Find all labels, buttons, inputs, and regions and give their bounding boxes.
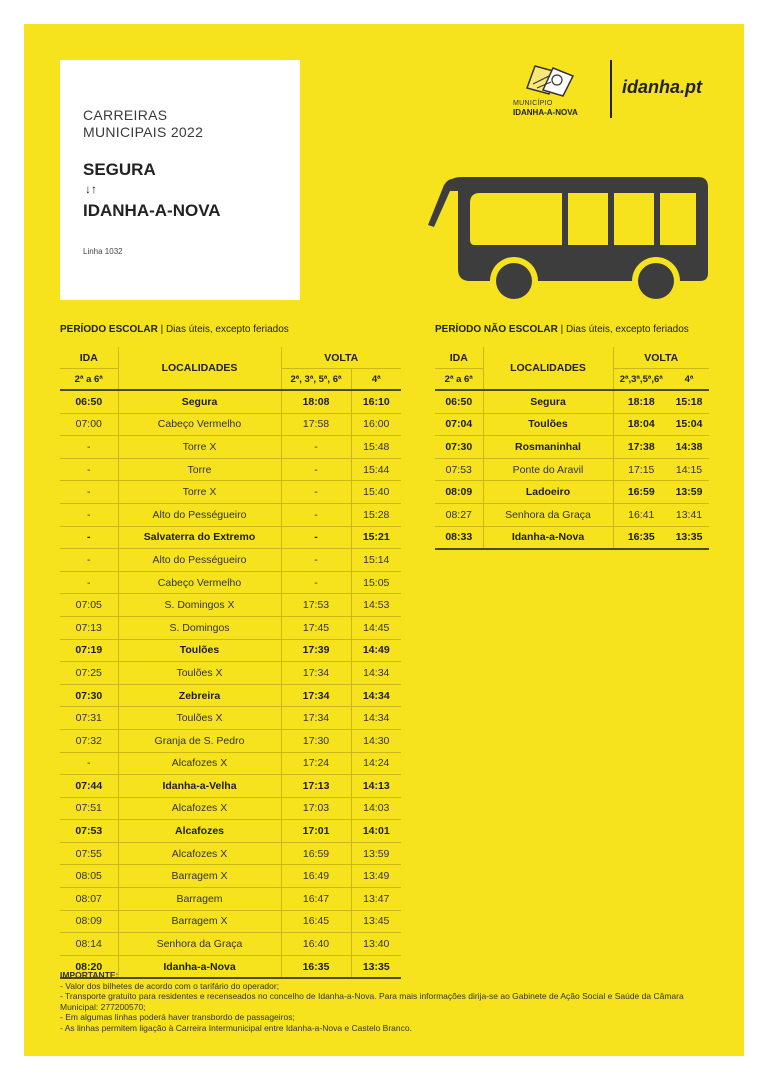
volta-wed-time-cell: 14:13 — [351, 775, 401, 798]
table-row — [60, 729, 401, 752]
volta-time-cell: 16:49 — [281, 865, 351, 888]
ida-time-cell: 06:50 — [435, 390, 483, 413]
volta-wed-time-cell: 16:10 — [351, 390, 401, 413]
note-line: - Transporte gratuito para residentes e recenseados no concelho de Idanha-a-Nova. Para mais informações dirija-se ao Gabinete de Ação Social e Saúde da Câmara Municipal: 277200570; — [60, 991, 684, 1012]
volta-wed-time-cell: 16:00 — [351, 413, 401, 436]
locality-cell: Idanha-a-Nova — [483, 526, 613, 549]
ida-time-cell: 07:19 — [60, 639, 118, 662]
ida-time-cell: - — [60, 436, 118, 459]
volta-time-cell: 17:34 — [281, 684, 351, 707]
locality-cell: Barragem X — [118, 865, 281, 888]
table-row — [435, 481, 709, 504]
table-row — [435, 390, 709, 413]
volta-wed-time-cell: 13:41 — [669, 503, 709, 526]
volta-time-cell: 18:04 — [613, 413, 669, 436]
ida-time-cell: 07:55 — [60, 842, 118, 865]
ida-time-cell: 08:09 — [60, 910, 118, 933]
notes-title: IMPORTANTE: — [60, 970, 119, 980]
locality-cell: Barragem — [118, 888, 281, 911]
volta-wed-time-cell: 15:28 — [351, 503, 401, 526]
volta-wed-time-cell: 15:44 — [351, 458, 401, 481]
volta-wed-time-cell: 14:30 — [351, 729, 401, 752]
table-row — [60, 390, 401, 413]
col-volta-days2: 4ª — [351, 369, 401, 391]
volta-time-cell: - — [281, 481, 351, 504]
ida-time-cell: 08:27 — [435, 503, 483, 526]
ida-time-cell: 08:05 — [60, 865, 118, 888]
locality-cell: Segura — [483, 390, 613, 413]
ida-time-cell: 07:51 — [60, 797, 118, 820]
ida-time-cell: 07:05 — [60, 594, 118, 617]
volta-wed-time-cell: 14:34 — [351, 684, 401, 707]
volta-time-cell: 16:41 — [613, 503, 669, 526]
table-row — [435, 436, 709, 459]
locality-cell: S. Domingos — [118, 616, 281, 639]
volta-time-cell: 17:53 — [281, 594, 351, 617]
volta-wed-time-cell: 15:14 — [351, 549, 401, 572]
locality-cell: Torre X — [118, 436, 281, 459]
volta-time-cell: 18:18 — [613, 390, 669, 413]
volta-wed-time-cell: 14:38 — [669, 436, 709, 459]
volta-time-cell: 16:47 — [281, 888, 351, 911]
note-line: - Em algumas linhas poderá haver transbordo de passageiros; — [60, 1012, 295, 1022]
school-period-heading: PERÍODO ESCOLAR | Dias úteis, excepto feriados — [60, 324, 289, 335]
volta-time-cell: 16:59 — [613, 481, 669, 504]
volta-wed-time-cell: 14:15 — [669, 458, 709, 481]
volta-time-cell: 16:35 — [281, 955, 351, 978]
volta-wed-time-cell: 15:40 — [351, 481, 401, 504]
table-row — [60, 888, 401, 911]
locality-cell: Alto do Pességueiro — [118, 503, 281, 526]
volta-time-cell: 17:45 — [281, 616, 351, 639]
ida-time-cell: 07:25 — [60, 662, 118, 685]
route-arrows-icon: ↓↑ — [85, 182, 97, 196]
ida-time-cell: - — [60, 752, 118, 775]
locality-cell: Torre — [118, 458, 281, 481]
volta-wed-time-cell: 14:24 — [351, 752, 401, 775]
ida-time-cell: 07:53 — [60, 820, 118, 843]
table-row — [60, 684, 401, 707]
table-row — [60, 413, 401, 436]
ida-time-cell: 08:07 — [60, 888, 118, 911]
table-row — [60, 842, 401, 865]
volta-time-cell: - — [281, 549, 351, 572]
locality-cell: Torre X — [118, 481, 281, 504]
locality-cell: Granja de S. Pedro — [118, 729, 281, 752]
volta-time-cell: 16:35 — [613, 526, 669, 549]
locality-cell: Idanha-a-Velha — [118, 775, 281, 798]
ida-time-cell: 07:30 — [435, 436, 483, 459]
table-row — [60, 662, 401, 685]
locality-cell: Alcafozes — [118, 820, 281, 843]
logo-name: IDANHA-A-NOVA — [513, 108, 578, 117]
title-card — [60, 60, 300, 300]
locality-cell: S. Domingos X — [118, 594, 281, 617]
table-row — [60, 436, 401, 459]
volta-time-cell: 17:15 — [613, 458, 669, 481]
volta-time-cell: 16:59 — [281, 842, 351, 865]
table-row — [60, 933, 401, 956]
table-row — [435, 503, 709, 526]
ida-time-cell: 08:20 — [60, 955, 118, 978]
volta-wed-time-cell: 13:35 — [669, 526, 709, 549]
poster-background — [24, 24, 744, 1056]
locality-cell: Toulões — [118, 639, 281, 662]
locality-cell: Salvaterra do Extremo — [118, 526, 281, 549]
volta-wed-time-cell: 13:45 — [351, 910, 401, 933]
table-row — [60, 594, 401, 617]
volta-time-cell: 16:45 — [281, 910, 351, 933]
ida-time-cell: 07:44 — [60, 775, 118, 798]
locality-cell: Rosmaninhal — [483, 436, 613, 459]
table-row — [60, 549, 401, 572]
volta-time-cell: - — [281, 526, 351, 549]
ida-time-cell: 08:33 — [435, 526, 483, 549]
locality-cell: Idanha-a-Nova — [118, 955, 281, 978]
locality-cell: Senhora da Graça — [483, 503, 613, 526]
locality-cell: Alcafozes X — [118, 797, 281, 820]
volta-wed-time-cell: 13:47 — [351, 888, 401, 911]
table-row — [435, 413, 709, 436]
table-row — [60, 775, 401, 798]
locality-cell: Ladoeiro — [483, 481, 613, 504]
volta-time-cell: 17:58 — [281, 413, 351, 436]
table-row — [60, 616, 401, 639]
ida-time-cell: - — [60, 549, 118, 572]
table-row — [60, 526, 401, 549]
volta-wed-time-cell: 15:04 — [669, 413, 709, 436]
locality-cell: Toulões X — [118, 662, 281, 685]
col-volta: VOLTA — [281, 347, 401, 369]
locality-cell: Toulões X — [118, 707, 281, 730]
ida-time-cell: 08:09 — [435, 481, 483, 504]
nonschool-period-heading: PERÍODO NÃO ESCOLAR | Dias úteis, excepto feriados — [435, 324, 689, 335]
table-row — [60, 481, 401, 504]
nonschool-timetable — [435, 347, 709, 550]
volta-time-cell: 17:03 — [281, 797, 351, 820]
locality-cell: Zebreira — [118, 684, 281, 707]
volta-time-cell: 17:38 — [613, 436, 669, 459]
volta-wed-time-cell: 13:59 — [669, 481, 709, 504]
volta-time-cell: 17:39 — [281, 639, 351, 662]
volta-wed-time-cell: 14:45 — [351, 616, 401, 639]
table-row — [60, 910, 401, 933]
col-localidades: LOCALIDADES — [483, 347, 613, 390]
line-number: Linha 1032 — [83, 247, 123, 256]
locality-cell: Cabeço Vermelho — [118, 571, 281, 594]
locality-cell: Ponte do Aravil — [483, 458, 613, 481]
table-row — [60, 820, 401, 843]
ida-time-cell: 07:31 — [60, 707, 118, 730]
municipality-emblem-icon — [519, 58, 579, 98]
table-row — [60, 458, 401, 481]
col-localidades: LOCALIDADES — [118, 347, 281, 390]
volta-time-cell: 17:24 — [281, 752, 351, 775]
website-link[interactable]: idanha.pt — [622, 77, 702, 97]
volta-wed-time-cell: 13:35 — [351, 955, 401, 978]
volta-wed-time-cell: 15:05 — [351, 571, 401, 594]
ida-time-cell: - — [60, 526, 118, 549]
note-line: - As linhas permitem ligação à Carreira Intermunicipal entre Idanha-a-Nova e Castelo Branco. — [60, 1022, 412, 1033]
volta-time-cell: - — [281, 571, 351, 594]
volta-wed-time-cell: 14:01 — [351, 820, 401, 843]
col-ida: IDA — [60, 347, 118, 369]
volta-time-cell: - — [281, 503, 351, 526]
volta-time-cell: 17:34 — [281, 662, 351, 685]
table-row — [60, 707, 401, 730]
locality-cell: Cabeço Vermelho — [118, 413, 281, 436]
route-origin: SEGURA — [83, 160, 156, 179]
table-row — [60, 571, 401, 594]
table-row — [60, 752, 401, 775]
ida-time-cell: 08:14 — [60, 933, 118, 956]
logo-municipio: MUNICÍPIO — [513, 100, 553, 107]
volta-wed-time-cell: 14:49 — [351, 639, 401, 662]
locality-cell: Alcafozes X — [118, 842, 281, 865]
ida-time-cell: 07:04 — [435, 413, 483, 436]
locality-cell: Barragem X — [118, 910, 281, 933]
col-ida-days: 2ª a 6ª — [60, 369, 118, 391]
ida-time-cell: 07:53 — [435, 458, 483, 481]
volta-time-cell: 17:01 — [281, 820, 351, 843]
locality-cell: Alcafozes X — [118, 752, 281, 775]
volta-wed-time-cell: 13:49 — [351, 865, 401, 888]
locality-cell: Alto do Pességueiro — [118, 549, 281, 572]
volta-time-cell: 16:40 — [281, 933, 351, 956]
col-ida-days: 2ª a 6ª — [435, 369, 483, 391]
important-notes — [60, 970, 720, 1033]
col-ida: IDA — [435, 347, 483, 369]
table-row — [60, 797, 401, 820]
col-volta: VOLTA — [613, 347, 709, 369]
note-line: - Valor dos bilhetes de acordo com o tarifário do operador; — [60, 980, 280, 991]
ida-time-cell: - — [60, 571, 118, 594]
ida-time-cell: - — [60, 503, 118, 526]
volta-time-cell: 17:13 — [281, 775, 351, 798]
col-volta-days1: 2ª, 3ª, 5ª, 6ª — [281, 369, 351, 391]
table-row — [60, 865, 401, 888]
locality-cell: Senhora da Graça — [118, 933, 281, 956]
table-row — [435, 458, 709, 481]
volta-time-cell: - — [281, 436, 351, 459]
school-timetable — [60, 347, 401, 979]
volta-wed-time-cell: 15:48 — [351, 436, 401, 459]
volta-wed-time-cell: 13:40 — [351, 933, 401, 956]
volta-time-cell: 17:30 — [281, 729, 351, 752]
ida-time-cell: - — [60, 481, 118, 504]
ida-time-cell: - — [60, 458, 118, 481]
ida-time-cell: 07:30 — [60, 684, 118, 707]
volta-wed-time-cell: 13:59 — [351, 842, 401, 865]
route-destination: IDANHA-A-NOVA — [83, 201, 221, 220]
volta-time-cell: - — [281, 458, 351, 481]
title-card-heading: CARREIRAS MUNICIPAIS 2022 — [83, 107, 204, 140]
volta-wed-time-cell: 14:03 — [351, 797, 401, 820]
logo-divider — [610, 60, 612, 118]
table-row — [60, 503, 401, 526]
volta-wed-time-cell: 15:21 — [351, 526, 401, 549]
locality-cell: Toulões — [483, 413, 613, 436]
volta-time-cell: 17:34 — [281, 707, 351, 730]
col-volta-days2: 4ª — [669, 369, 709, 391]
volta-wed-time-cell: 15:18 — [669, 390, 709, 413]
col-volta-days1: 2ª,3ª,5ª,6ª — [613, 369, 669, 391]
locality-cell: Segura — [118, 390, 281, 413]
table-row — [435, 526, 709, 549]
ida-time-cell: 07:13 — [60, 616, 118, 639]
volta-wed-time-cell: 14:34 — [351, 662, 401, 685]
ida-time-cell: 06:50 — [60, 390, 118, 413]
volta-wed-time-cell: 14:34 — [351, 707, 401, 730]
table-row — [60, 639, 401, 662]
volta-time-cell: 18:08 — [281, 390, 351, 413]
ida-time-cell: 07:32 — [60, 729, 118, 752]
volta-wed-time-cell: 14:53 — [351, 594, 401, 617]
bus-icon — [422, 169, 712, 309]
ida-time-cell: 07:00 — [60, 413, 118, 436]
